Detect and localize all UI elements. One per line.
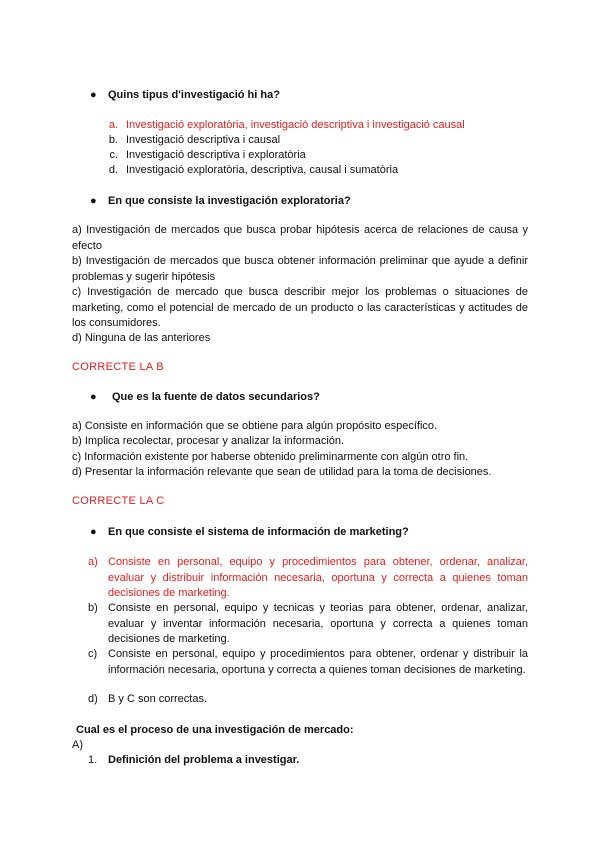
- q1-option-b: b. Investigació descriptiva i causal: [108, 134, 281, 146]
- q1-option-d: d. Investigació exploratòria, descriptiva, causal i sumatòria: [108, 164, 399, 176]
- q3-option-c: c) Información existente por haberse obtenido preliminarmente con algún otro fin.: [72, 451, 469, 463]
- q3-option-a: a) Consiste en información que se obtiene para algún propósito específico.: [72, 420, 438, 432]
- bullet-icon: ●: [90, 526, 97, 538]
- q4-option-d: d) B y C son correctas.: [88, 693, 208, 705]
- question-1-title: Quins tipus d'investigació hi ha?: [108, 89, 280, 101]
- q4-option-c: c) Consiste en personal, equipo y procedimientos para obtener, ordenar y distribuir la información necesaria, oportuna y correcta a quienes toman decisiones de marketing.: [88, 648, 528, 676]
- question-5-title: Cual es el proceso de una investigación de mercado:: [76, 724, 354, 736]
- q3-option-d: d) Presentar la información relevante que sean de utilidad para la toma de decisiones.: [72, 466, 492, 478]
- bullet-icon: ●: [90, 391, 97, 403]
- q2-option-b: b) Investigación de mercados que busca obtener información preliminar que ayude a definir problemas y sugerir hipótesis: [72, 255, 528, 283]
- q4-option-a: a) Consiste en personal, equipo y procedimientos para obtener, ordenar, analizar, evaluar y distribuir información necesaria, oportuna y correcta a quienes toman decisiones de marketing.: [88, 556, 528, 599]
- q3-answer-label: CORRECTE LA C: [72, 495, 165, 507]
- q2-option-c: c) Investigación de mercado que busca describir mejor los problemas o situaciones de marketing, como el potencial de mercado de un producto o las características y actitudes de los consumidores.: [72, 286, 528, 329]
- question-2-title: En que consiste la investigación exploratoria?: [108, 195, 351, 207]
- q1-option-c: c. Investigació descriptiva i exploratòria: [109, 149, 306, 161]
- q5-step-1: 1. Definición del problema a investigar.: [88, 754, 300, 766]
- bullet-icon: ●: [90, 89, 97, 101]
- q2-answer-label: CORRECTE LA B: [72, 361, 164, 373]
- question-4-title: En que consiste el sistema de información de marketing?: [108, 526, 409, 538]
- q2-option-a: a) Investigación de mercados que busca probar hipótesis acerca de relaciones de causa y efecto: [72, 224, 528, 252]
- q4-option-b: b) Consiste en personal, equipo y tecnicas y teorias para obtener, ordenar, analizar, evaluar y inventar información necesaria, oportuna y correcta a quienes toman decisiones de marketing.: [88, 602, 528, 645]
- bullet-icon: ●: [90, 195, 97, 207]
- question-3-title: Que es la fuente de datos secundarios?: [112, 391, 320, 403]
- q1-option-a: a. Investigació exploratòria, investigació descriptiva i investigació causal: [108, 119, 465, 131]
- q3-option-b: b) Implica recolectar, procesar y analizar la información.: [72, 435, 345, 447]
- q2-option-d: d) Ninguna de las anteriores: [72, 332, 211, 344]
- q5-sub-label: A): [72, 739, 83, 751]
